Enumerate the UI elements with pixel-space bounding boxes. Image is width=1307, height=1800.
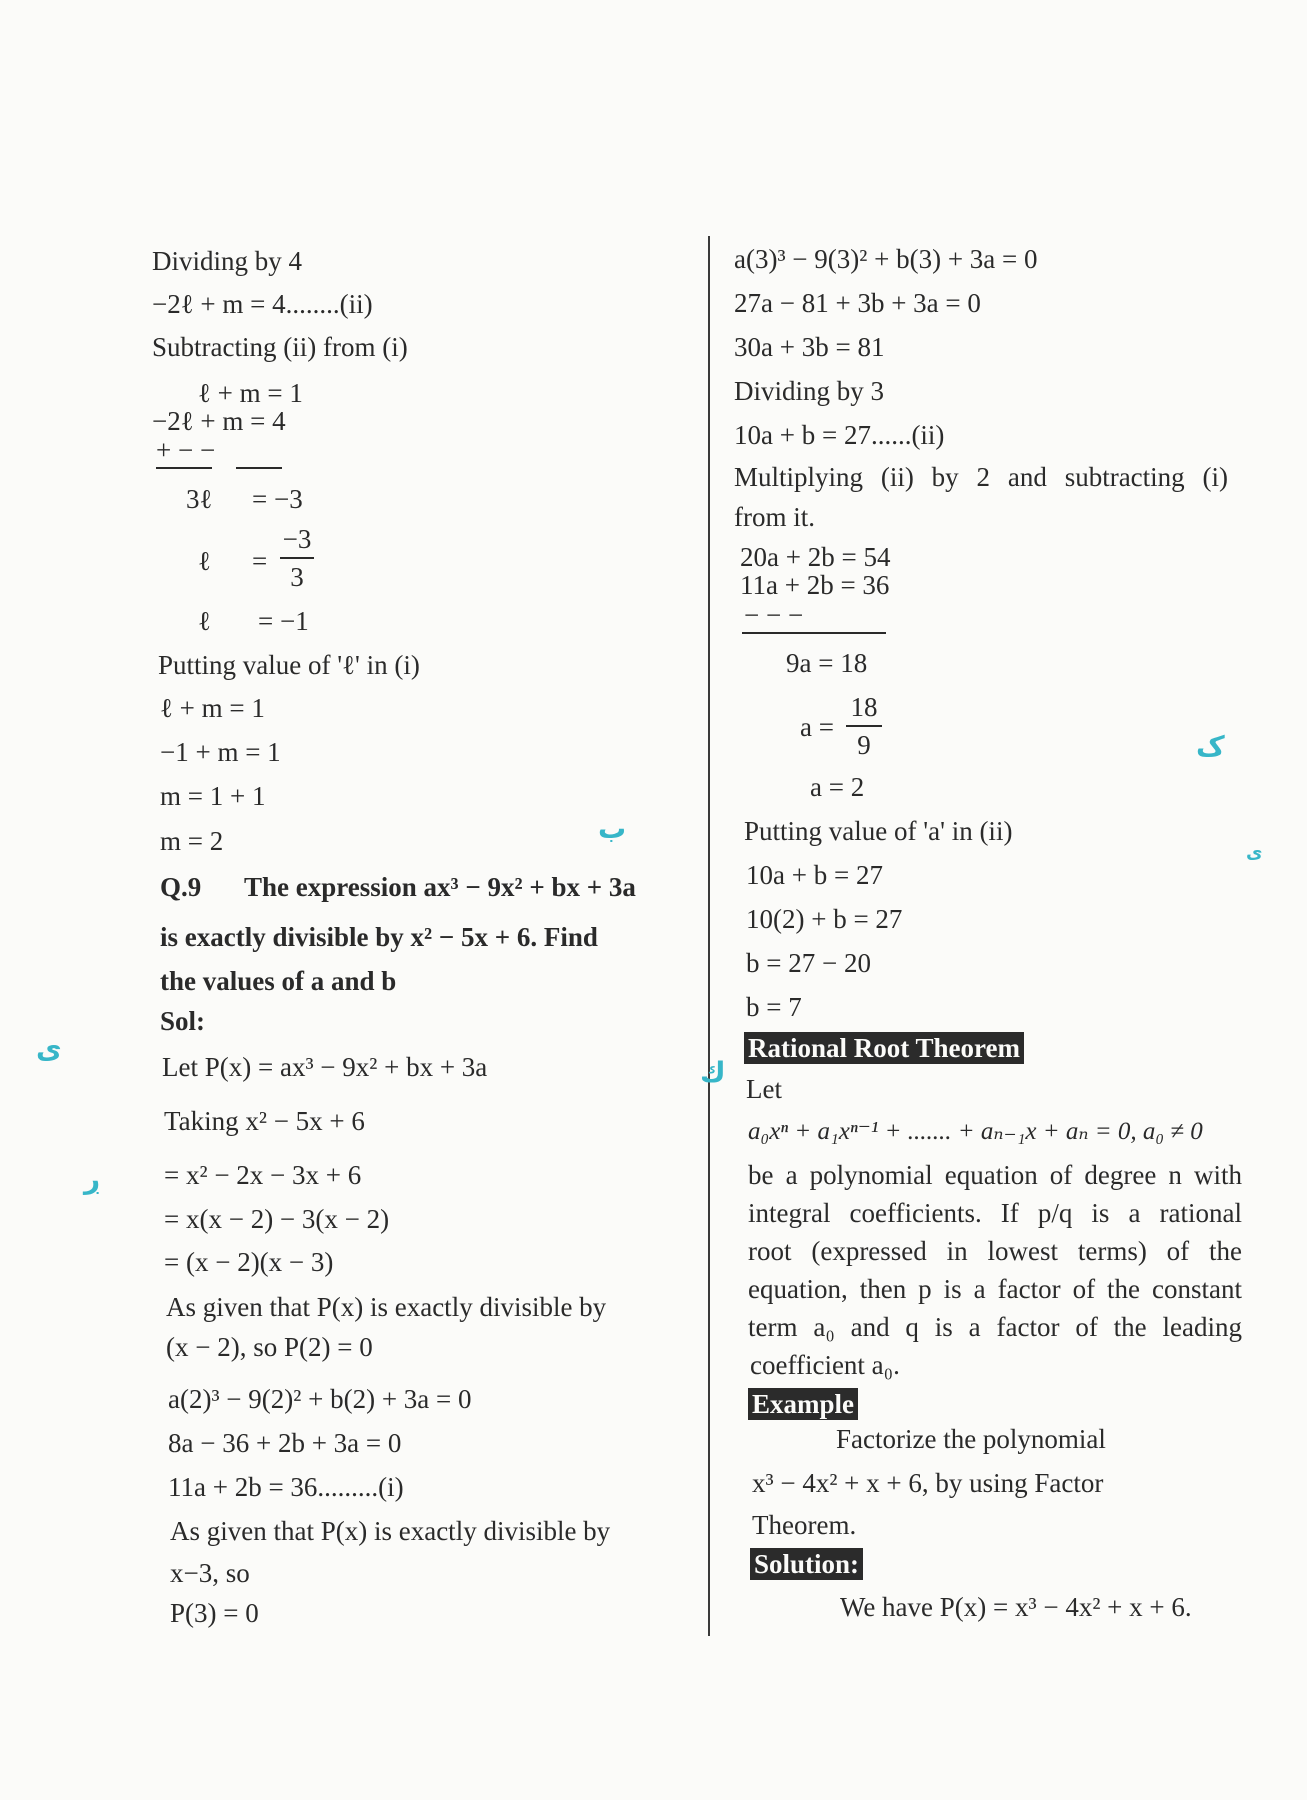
question-9-line-2: is exactly divisible by x² − 5x + 6. Find [160, 922, 598, 952]
given-p2-zero: (x − 2), so P(2) = 0 [166, 1332, 373, 1362]
elimination-signs: − − − [744, 600, 804, 630]
substitute-row-3: m = 1 + 1 [160, 781, 266, 811]
handwritten-mark: ڔ [84, 1162, 101, 1195]
b-step-2: 10(2) + b = 27 [746, 904, 903, 934]
dividing-by-3: Dividing by 3 [734, 376, 885, 406]
subtraction-rule-right [236, 467, 282, 469]
fraction-minus3-over-3 [280, 524, 314, 592]
equation-ii-right: 10a + b = 27......(ii) [734, 420, 945, 450]
polynomial-equation: a₀xⁿ + a₁xⁿ⁻¹ + ....... + aₙ₋₁x + aₙ = 0, a₀ ≠ 0 [748, 1118, 1203, 1145]
fraction-bar [280, 557, 314, 559]
handwritten-mark: ى [36, 1032, 62, 1065]
rational-root-theorem-heading: Rational Root Theorem [744, 1032, 1024, 1064]
subtraction-rule-left [156, 467, 212, 469]
subtracting-instruction: Subtracting (ii) from (i) [152, 332, 408, 362]
fraction-numerator: 18 [850, 692, 878, 722]
fraction-18-over-9 [846, 692, 882, 760]
theorem-text-5: term a₀ and q is a factor of the leading [748, 1312, 1242, 1342]
theorem-text-6: coefficient a₀. [750, 1350, 900, 1380]
factor-step-2: = x(x − 2) − 3(x − 2) [164, 1204, 390, 1234]
fraction-numerator: −3 [282, 524, 312, 554]
x-minus-3-so: x−3, so [170, 1558, 250, 1588]
p2-substitution: a(2)³ − 9(2)² + b(2) + 3a = 0 [168, 1384, 472, 1414]
handwritten-mark: ک [1196, 730, 1225, 763]
factor-step-1: = x² − 2x − 3x + 6 [164, 1160, 362, 1190]
solution-label: Sol: [160, 1006, 206, 1036]
p3-zero: P(3) = 0 [170, 1598, 259, 1628]
elimination-rule [742, 632, 886, 634]
handwritten-mark: ى [1246, 842, 1263, 863]
b-step-3: b = 27 − 20 [746, 948, 871, 978]
subtraction-row-2: −2ℓ + m = 4 [152, 406, 286, 436]
theorem-let: Let [746, 1074, 782, 1104]
theorem-text-1: be a polynomial equation of degree n with [748, 1160, 1242, 1190]
equation-ii: −2ℓ + m = 4........(ii) [152, 289, 373, 319]
question-9-label: Q.9 [160, 872, 202, 902]
dividing-by-4: Dividing by 4 [152, 246, 303, 276]
putting-value-a: Putting value of 'a' in (ii) [744, 816, 1013, 846]
elimination-row-1: 20a + 2b = 54 [740, 542, 891, 572]
ell-final-rhs: = −1 [258, 606, 309, 636]
subtraction-signs: + − − [156, 435, 216, 465]
let-px: Let P(x) = ax³ − 9x² + bx + 3a [162, 1052, 488, 1082]
elimination-row-2: 11a + 2b = 36 [740, 570, 890, 600]
substitute-row-1: ℓ + m = 1 [160, 693, 265, 723]
equation-i: 11a + 2b = 36.........(i) [168, 1472, 404, 1502]
handwritten-mark: ك [700, 1056, 726, 1089]
example-line-1: Factorize the polynomial [836, 1424, 1106, 1454]
example-line-3: Theorem. [752, 1510, 857, 1540]
b-step-4: b = 7 [746, 992, 802, 1022]
example-line-2: x³ − 4x² + x + 6, by using Factor [752, 1468, 1104, 1498]
result-rhs: = −3 [252, 484, 303, 514]
ell-equals: = [252, 546, 268, 576]
ell-lhs: ℓ [198, 546, 211, 576]
question-9-line-1: The expression ax³ − 9x² + bx + 3a [244, 872, 636, 902]
question-9-line-3: the values of a and b [160, 966, 397, 996]
putting-value-ell: Putting value of 'ℓ' in (i) [158, 650, 420, 680]
factor-step-3: = (x − 2)(x − 3) [164, 1247, 334, 1277]
p2-simplified: 8a − 36 + 2b + 3a = 0 [168, 1428, 402, 1458]
taking-divisor: Taking x² − 5x + 6 [164, 1106, 365, 1136]
multiplying-instruction: Multiplying (ii) by 2 and subtracting (i) [734, 462, 1228, 492]
substitute-row-4: m = 2 [160, 826, 224, 856]
ell-final-lhs: ℓ [198, 606, 211, 636]
a-equals-lhs: a = [800, 712, 834, 742]
fraction-denominator: 9 [857, 730, 871, 760]
p3-simplified: 27a − 81 + 3b + 3a = 0 [734, 288, 981, 318]
solution-heading: Solution: [750, 1548, 863, 1580]
solution-line-1: We have P(x) = x³ − 4x² + x + 6. [840, 1592, 1192, 1622]
b-step-1: 10a + b = 27 [746, 860, 883, 890]
theorem-text-3: root (expressed in lowest terms) of the [748, 1236, 1242, 1266]
column-divider [708, 236, 710, 1636]
example-heading: Example [748, 1388, 858, 1420]
handwritten-mark: ب [598, 812, 627, 845]
from-it: from it. [734, 502, 815, 532]
theorem-text-4: equation, then p is a factor of the constant [748, 1274, 1242, 1304]
given-divisible-1: As given that P(x) is exactly divisible by [166, 1292, 607, 1322]
fraction-bar [846, 725, 882, 727]
given-divisible-2: As given that P(x) is exactly divisible by [170, 1516, 611, 1546]
result-lhs: 3ℓ [186, 484, 213, 514]
subtraction-row-1: ℓ + m = 1 [198, 378, 303, 408]
p3-combined: 30a + 3b = 81 [734, 332, 885, 362]
p3-substitution: a(3)³ − 9(3)² + b(3) + 3a = 0 [734, 244, 1038, 274]
a-equals-2: a = 2 [810, 772, 865, 802]
theorem-text-2: integral coefficients. If p/q is a rational [748, 1198, 1242, 1228]
nine-a-equals: 9a = 18 [786, 648, 868, 678]
substitute-row-2: −1 + m = 1 [160, 737, 281, 767]
fraction-denominator: 3 [290, 562, 304, 592]
